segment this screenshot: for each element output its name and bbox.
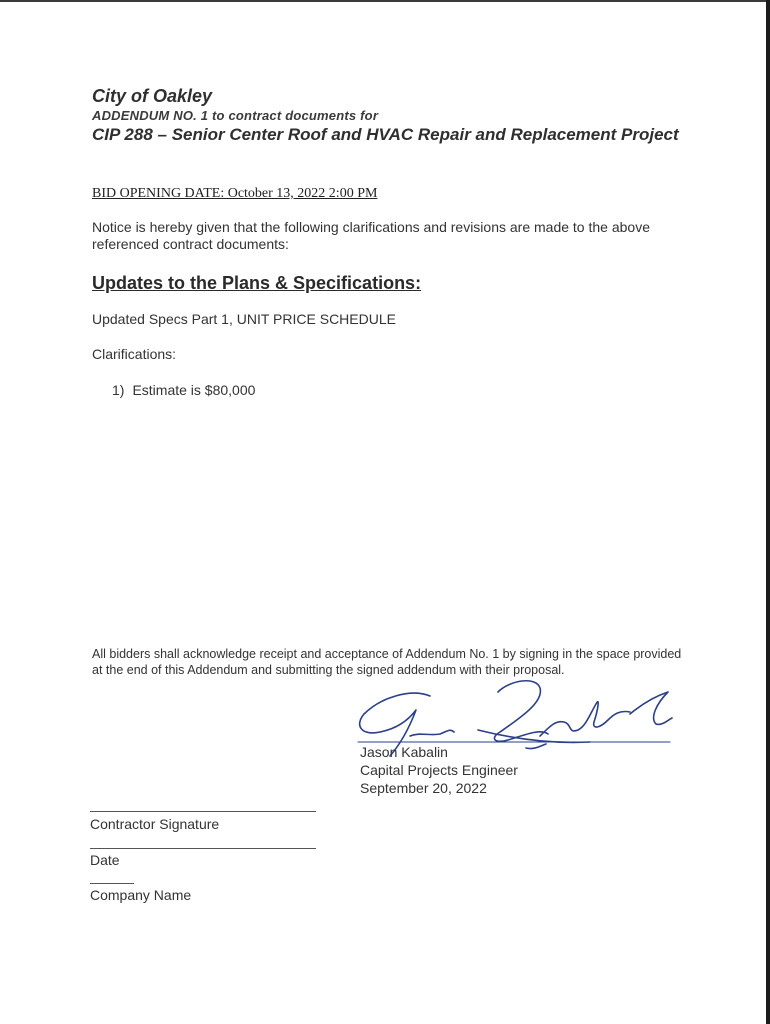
scan-top-edge: [0, 0, 770, 2]
company-name-label: Company Name: [90, 887, 192, 903]
updates-item: Updated Specs Part 1, UNIT PRICE SCHEDULE: [92, 311, 396, 327]
signatory-date: September 20, 2022: [360, 780, 487, 796]
notice-paragraph: Notice is hereby given that the following clarifications and revisions are made to the above referenced contract documents:: [92, 219, 650, 252]
city-name: City of Oakley: [92, 86, 213, 106]
addendum-title: ADDENDUM NO. 1 to contract documents for: [92, 108, 379, 123]
date-label: Date: [90, 852, 120, 868]
company-name-line[interactable]: [90, 883, 134, 884]
acknowledgement-paragraph: All bidders shall acknowledge receipt and acceptance of Addendum No. 1 by signing in the space provided at the end of this Addendum and submitting the signed addendum with their proposal.: [92, 647, 682, 677]
date-line[interactable]: [90, 848, 316, 849]
scan-right-edge: [766, 0, 770, 1024]
bid-opening-date: BID OPENING DATE: October 13, 2022 2:00 PM: [92, 186, 378, 201]
project-title: CIP 288 – Senior Center Roof and HVAC Repair and Replacement Project: [92, 125, 679, 144]
updates-heading: Updates to the Plans & Specifications:: [92, 273, 422, 293]
signatory-name: Jason Kabalin: [360, 744, 448, 760]
contractor-signature-label: Contractor Signature: [90, 816, 220, 832]
clarification-text: Estimate is $80,000: [132, 382, 256, 398]
clarification-item: [112, 382, 255, 398]
clarification-number: 1): [112, 382, 125, 398]
contractor-signature-line[interactable]: [90, 811, 316, 812]
clarifications-heading: Clarifications:: [92, 346, 177, 362]
signatory-title: Capital Projects Engineer: [360, 762, 518, 778]
